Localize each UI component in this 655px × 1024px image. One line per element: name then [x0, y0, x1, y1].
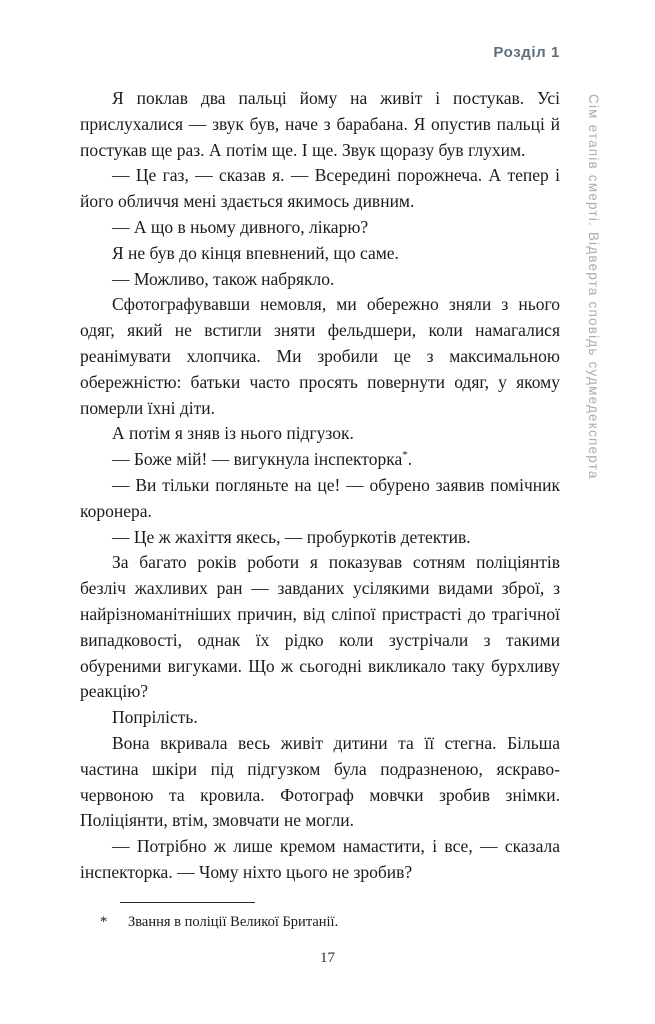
footnote-text: Звання в поліції Великої Британії.: [128, 913, 339, 930]
paragraph: — Боже мій! — вигукнула інспекторка*.: [112, 449, 413, 470]
footnote-divider: [120, 902, 255, 903]
paragraph: — А що в ньому дивного, лікарю?: [112, 216, 369, 237]
footnote-reference: *: [402, 449, 408, 462]
footnote: [100, 912, 560, 932]
paragraph: За багато років роботи я показував сотням поліціянтів безліч жахливих ран — завданих усілякими видами зброї, з найрізноманітніших причин, від сліпої пристрасті до трагічної випадковості, однак їх рідко коли зустрічали з такими обуреними вигуками. Що ж сьогодні викликало таку бурхливу реакцію?: [80, 552, 560, 702]
body-text: [80, 86, 560, 932]
paragraph: Попрілість.: [112, 707, 198, 728]
paragraph: — Потрібно ж лише кремом намастити, і все, — сказала інспекторка. — Чому ніхто цього не зробив?: [80, 836, 560, 882]
footnote-marker: *: [100, 913, 108, 930]
paragraph: — Ви тільки погляньте на це! — обурено заявив помічник коронера.: [80, 474, 560, 521]
paragraph: А потім я зняв із нього підгузок.: [112, 423, 354, 444]
paragraph: Сфотографувавши немовля, ми обережно зняли з нього одяг, який не встигли зняти фельдшери, коли намагалися реанімувати хлопчика. Ми зробили це з максимальною обережністю: батьки часто просять повернути одяг, у якому померли їхні діти.: [80, 294, 560, 418]
paragraph: — Можливо, також набрякло.: [112, 268, 335, 289]
paragraph: Вона вкривала весь живіт дитини та її стегна. Більша частина шкіри під підгузком була подразненою, яскраво-червоною та кровила. Фотограф мовчки зробив знімки. Поліціянти, втім, змовчати не могли.: [80, 732, 560, 831]
footnote-area: [80, 902, 560, 932]
paragraph: — Це газ, — сказав я. — Всередині порожнеча. А тепер і його обличчя мені здається якимось дивним.: [80, 165, 560, 212]
page-number: 17: [320, 950, 335, 966]
paragraph: Я поклав два пальці йому на живіт і постукав. Усі прислухалися — звук був, наче з барабана. Я опустив пальці й постукав ще раз. А потім ще. І ще. Звук щоразу був глухим.: [80, 88, 560, 160]
chapter-header: Розділ 1: [493, 44, 560, 61]
paragraph: Я не був до кінця впевнений, що саме.: [112, 242, 399, 263]
book-title-sidebar: Сім етапів смерті. Відверта сповідь судмедексперта: [586, 94, 601, 480]
paragraph: — Це ж жахіття якесь, — пробуркотів детектив.: [112, 526, 471, 547]
